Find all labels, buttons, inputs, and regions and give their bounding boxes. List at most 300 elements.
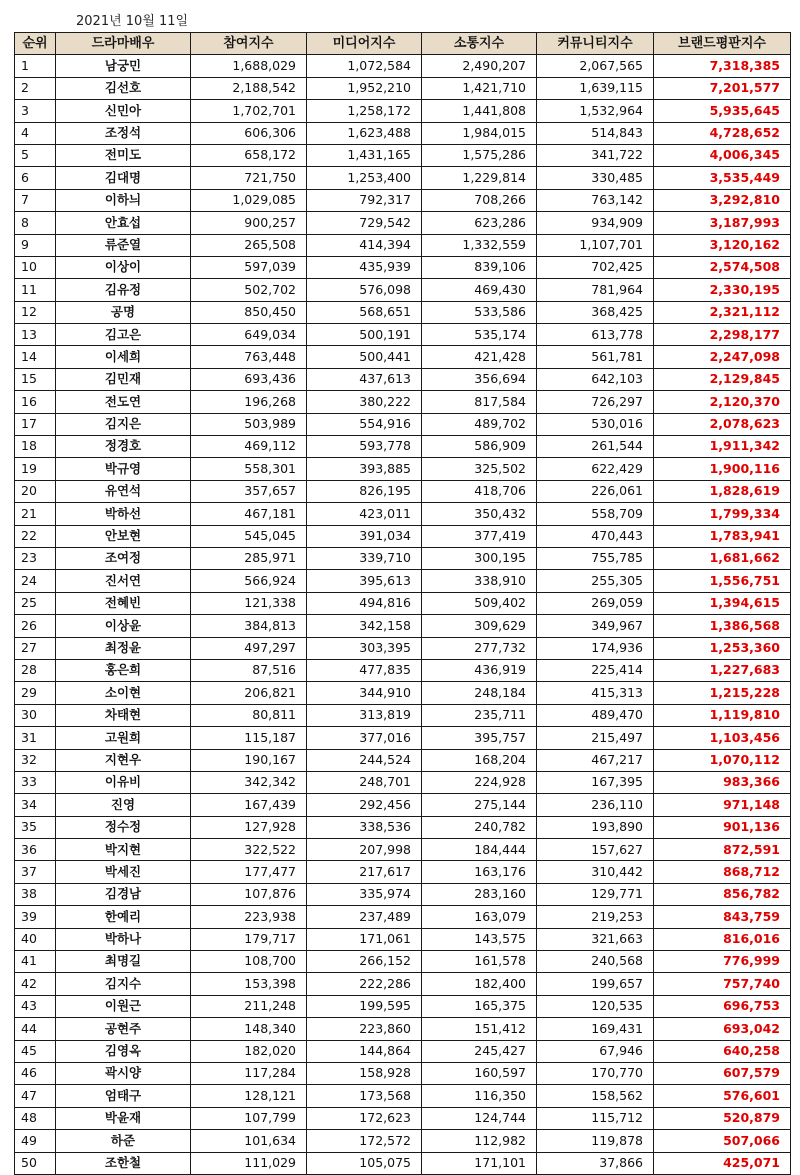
media-cell: 1,431,165	[307, 144, 422, 166]
table-row	[15, 256, 791, 278]
brand-index-cell: 872,591	[654, 839, 791, 861]
participation-cell: 497,297	[191, 637, 307, 659]
media-cell: 554,916	[307, 413, 422, 435]
community-cell: 310,442	[537, 861, 654, 883]
brand-index-cell: 2,078,623	[654, 413, 791, 435]
actor-name: 최정윤	[56, 637, 191, 659]
actor-name: 차태현	[56, 704, 191, 726]
rank-cell: 15	[15, 368, 56, 390]
media-cell: 1,952,210	[307, 77, 422, 99]
actor-name: 남궁민	[56, 55, 191, 77]
rank-cell: 9	[15, 234, 56, 256]
actor-name: 정수정	[56, 816, 191, 838]
actor-name: 안보현	[56, 525, 191, 547]
table-row	[15, 100, 791, 122]
media-cell: 338,536	[307, 816, 422, 838]
community-cell: 174,936	[537, 637, 654, 659]
rank-cell: 26	[15, 615, 56, 637]
table-row	[15, 951, 791, 973]
rank-cell: 8	[15, 212, 56, 234]
actor-name: 공명	[56, 301, 191, 323]
actor-name: 소이현	[56, 682, 191, 704]
community-cell: 755,785	[537, 547, 654, 569]
brand-index-cell: 1,799,334	[654, 503, 791, 525]
communication-cell: 124,744	[422, 1107, 537, 1129]
participation-cell: 1,702,701	[191, 100, 307, 122]
media-cell: 144,864	[307, 1040, 422, 1062]
rank-cell: 12	[15, 301, 56, 323]
rank-cell: 1	[15, 55, 56, 77]
communication-cell: 151,412	[422, 1018, 537, 1040]
participation-cell: 265,508	[191, 234, 307, 256]
actor-name: 공현주	[56, 1018, 191, 1040]
participation-cell: 342,342	[191, 771, 307, 793]
table-row	[15, 122, 791, 144]
community-cell: 341,722	[537, 144, 654, 166]
header-participation: 참여지수	[191, 33, 307, 55]
rank-cell: 28	[15, 659, 56, 681]
brand-index-cell: 4,006,345	[654, 144, 791, 166]
rank-cell: 37	[15, 861, 56, 883]
communication-cell: 300,195	[422, 547, 537, 569]
rank-cell: 49	[15, 1130, 56, 1152]
ranking-table	[14, 32, 791, 1175]
participation-cell: 1,029,085	[191, 189, 307, 211]
communication-cell: 245,427	[422, 1040, 537, 1062]
media-cell: 105,075	[307, 1152, 422, 1174]
community-cell: 226,061	[537, 480, 654, 502]
media-cell: 500,441	[307, 346, 422, 368]
table-row	[15, 234, 791, 256]
rank-cell: 34	[15, 794, 56, 816]
community-cell: 1,639,115	[537, 77, 654, 99]
brand-index-cell: 1,070,112	[654, 749, 791, 771]
participation-cell: 763,448	[191, 346, 307, 368]
media-cell: 826,195	[307, 480, 422, 502]
communication-cell: 1,575,286	[422, 144, 537, 166]
communication-cell: 235,711	[422, 704, 537, 726]
table-row	[15, 1130, 791, 1152]
communication-cell: 356,694	[422, 368, 537, 390]
participation-cell: 658,172	[191, 144, 307, 166]
participation-cell: 167,439	[191, 794, 307, 816]
communication-cell: 248,184	[422, 682, 537, 704]
table-row	[15, 659, 791, 681]
media-cell: 172,623	[307, 1107, 422, 1129]
media-cell: 500,191	[307, 324, 422, 346]
community-cell: 120,535	[537, 995, 654, 1017]
media-cell: 568,651	[307, 301, 422, 323]
table-row	[15, 1018, 791, 1040]
community-cell: 236,110	[537, 794, 654, 816]
actor-name: 하준	[56, 1130, 191, 1152]
brand-index-cell: 3,187,993	[654, 212, 791, 234]
community-cell: 119,878	[537, 1130, 654, 1152]
community-cell: 530,016	[537, 413, 654, 435]
actor-name: 전혜빈	[56, 592, 191, 614]
table-row	[15, 1085, 791, 1107]
communication-cell: 1,984,015	[422, 122, 537, 144]
actor-name: 정경호	[56, 436, 191, 458]
communication-cell: 143,575	[422, 928, 537, 950]
actor-name: 김민재	[56, 368, 191, 390]
brand-index-cell: 843,759	[654, 906, 791, 928]
table-row	[15, 503, 791, 525]
media-cell: 222,286	[307, 973, 422, 995]
rank-cell: 6	[15, 167, 56, 189]
actor-name: 이상이	[56, 256, 191, 278]
communication-cell: 325,502	[422, 458, 537, 480]
communication-cell: 535,174	[422, 324, 537, 346]
brand-index-cell: 983,366	[654, 771, 791, 793]
brand-index-cell: 3,535,449	[654, 167, 791, 189]
media-cell: 1,072,584	[307, 55, 422, 77]
rank-cell: 41	[15, 951, 56, 973]
rank-cell: 17	[15, 413, 56, 435]
brand-index-cell: 7,201,577	[654, 77, 791, 99]
community-cell: 934,909	[537, 212, 654, 234]
communication-cell: 623,286	[422, 212, 537, 234]
participation-cell: 211,248	[191, 995, 307, 1017]
communication-cell: 283,160	[422, 883, 537, 905]
communication-cell: 395,757	[422, 727, 537, 749]
brand-index-cell: 2,330,195	[654, 279, 791, 301]
community-cell: 158,562	[537, 1085, 654, 1107]
community-cell: 763,142	[537, 189, 654, 211]
date-label: 2021년 10월 11일	[76, 14, 189, 29]
participation-cell: 196,268	[191, 391, 307, 413]
actor-name: 이원근	[56, 995, 191, 1017]
participation-cell: 107,799	[191, 1107, 307, 1129]
actor-name: 이하늬	[56, 189, 191, 211]
rank-cell: 27	[15, 637, 56, 659]
communication-cell: 469,430	[422, 279, 537, 301]
communication-cell: 421,428	[422, 346, 537, 368]
actor-name: 홍은희	[56, 659, 191, 681]
participation-cell: 322,522	[191, 839, 307, 861]
actor-name: 전미도	[56, 144, 191, 166]
brand-index-cell: 1,386,568	[654, 615, 791, 637]
rank-cell: 44	[15, 1018, 56, 1040]
participation-cell: 606,306	[191, 122, 307, 144]
participation-cell: 1,688,029	[191, 55, 307, 77]
communication-cell: 2,490,207	[422, 55, 537, 77]
brand-index-cell: 4,728,652	[654, 122, 791, 144]
media-cell: 223,860	[307, 1018, 422, 1040]
community-cell: 415,313	[537, 682, 654, 704]
communication-cell: 377,419	[422, 525, 537, 547]
table-row	[15, 749, 791, 771]
communication-cell: 160,597	[422, 1062, 537, 1084]
media-cell: 395,613	[307, 570, 422, 592]
community-cell: 467,217	[537, 749, 654, 771]
communication-cell: 1,332,559	[422, 234, 537, 256]
table-row	[15, 212, 791, 234]
participation-cell: 384,813	[191, 615, 307, 637]
media-cell: 1,258,172	[307, 100, 422, 122]
media-cell: 1,623,488	[307, 122, 422, 144]
communication-cell: 1,441,808	[422, 100, 537, 122]
actor-name: 곽시양	[56, 1062, 191, 1084]
media-cell: 423,011	[307, 503, 422, 525]
community-cell: 167,395	[537, 771, 654, 793]
community-cell: 1,532,964	[537, 100, 654, 122]
rank-cell: 48	[15, 1107, 56, 1129]
media-cell: 217,617	[307, 861, 422, 883]
brand-index-cell: 7,318,385	[654, 55, 791, 77]
brand-index-cell: 816,016	[654, 928, 791, 950]
community-cell: 489,470	[537, 704, 654, 726]
participation-cell: 469,112	[191, 436, 307, 458]
brand-index-cell: 1,394,615	[654, 592, 791, 614]
media-cell: 435,939	[307, 256, 422, 278]
community-cell: 37,866	[537, 1152, 654, 1174]
community-cell: 613,778	[537, 324, 654, 346]
communication-cell: 116,350	[422, 1085, 537, 1107]
media-cell: 266,152	[307, 951, 422, 973]
media-cell: 792,317	[307, 189, 422, 211]
actor-name: 박하선	[56, 503, 191, 525]
actor-name: 한예리	[56, 906, 191, 928]
community-cell: 193,890	[537, 816, 654, 838]
table-row	[15, 458, 791, 480]
rank-cell: 38	[15, 883, 56, 905]
community-cell: 157,627	[537, 839, 654, 861]
actor-name: 류준열	[56, 234, 191, 256]
table-row	[15, 883, 791, 905]
brand-index-cell: 520,879	[654, 1107, 791, 1129]
table-row	[15, 346, 791, 368]
participation-cell: 502,702	[191, 279, 307, 301]
media-cell: 158,928	[307, 1062, 422, 1084]
community-cell: 2,067,565	[537, 55, 654, 77]
communication-cell: 163,176	[422, 861, 537, 883]
actor-name: 이세희	[56, 346, 191, 368]
participation-cell: 597,039	[191, 256, 307, 278]
communication-cell: 509,402	[422, 592, 537, 614]
media-cell: 576,098	[307, 279, 422, 301]
header-brand-index: 브랜드평판지수	[654, 33, 791, 55]
media-cell: 313,819	[307, 704, 422, 726]
participation-cell: 179,717	[191, 928, 307, 950]
rank-cell: 7	[15, 189, 56, 211]
brand-index-cell: 1,681,662	[654, 547, 791, 569]
community-cell: 255,305	[537, 570, 654, 592]
rank-cell: 31	[15, 727, 56, 749]
table-row	[15, 861, 791, 883]
table-row	[15, 906, 791, 928]
actor-name: 김유정	[56, 279, 191, 301]
media-cell: 477,835	[307, 659, 422, 681]
rank-cell: 40	[15, 928, 56, 950]
community-cell: 115,712	[537, 1107, 654, 1129]
table-row	[15, 1152, 791, 1174]
brand-index-cell: 425,071	[654, 1152, 791, 1174]
table-row	[15, 1107, 791, 1129]
brand-index-cell: 2,247,098	[654, 346, 791, 368]
rank-cell: 4	[15, 122, 56, 144]
brand-index-cell: 1,828,619	[654, 480, 791, 502]
table-row	[15, 279, 791, 301]
actor-name: 박지현	[56, 839, 191, 861]
rank-cell: 24	[15, 570, 56, 592]
brand-index-cell: 868,712	[654, 861, 791, 883]
actor-name: 지현우	[56, 749, 191, 771]
table-row	[15, 570, 791, 592]
participation-cell: 2,188,542	[191, 77, 307, 99]
media-cell: 335,974	[307, 883, 422, 905]
header-rank: 순위	[15, 33, 56, 55]
community-cell: 321,663	[537, 928, 654, 950]
actor-name: 박하나	[56, 928, 191, 950]
table-row	[15, 816, 791, 838]
participation-cell: 206,821	[191, 682, 307, 704]
participation-cell: 223,938	[191, 906, 307, 928]
communication-cell: 171,101	[422, 1152, 537, 1174]
communication-cell: 161,578	[422, 951, 537, 973]
participation-cell: 108,700	[191, 951, 307, 973]
rank-cell: 16	[15, 391, 56, 413]
participation-cell: 80,811	[191, 704, 307, 726]
actor-name: 김경남	[56, 883, 191, 905]
actor-name: 안효섭	[56, 212, 191, 234]
rank-cell: 47	[15, 1085, 56, 1107]
media-cell: 199,595	[307, 995, 422, 1017]
participation-cell: 111,029	[191, 1152, 307, 1174]
table-row	[15, 592, 791, 614]
community-cell: 199,657	[537, 973, 654, 995]
brand-index-cell: 1,119,810	[654, 704, 791, 726]
actor-name: 조여정	[56, 547, 191, 569]
media-cell: 377,016	[307, 727, 422, 749]
actor-name: 김지은	[56, 413, 191, 435]
participation-cell: 177,477	[191, 861, 307, 883]
media-cell: 380,222	[307, 391, 422, 413]
brand-index-cell: 5,935,645	[654, 100, 791, 122]
brand-index-cell: 1,900,116	[654, 458, 791, 480]
participation-cell: 101,634	[191, 1130, 307, 1152]
actor-name: 김지수	[56, 973, 191, 995]
table-row	[15, 727, 791, 749]
media-cell: 414,394	[307, 234, 422, 256]
table-row	[15, 704, 791, 726]
table-row	[15, 771, 791, 793]
community-cell: 330,485	[537, 167, 654, 189]
actor-name: 박세진	[56, 861, 191, 883]
brand-index-cell: 2,574,508	[654, 256, 791, 278]
rank-cell: 21	[15, 503, 56, 525]
brand-index-cell: 2,298,177	[654, 324, 791, 346]
community-cell: 368,425	[537, 301, 654, 323]
rank-cell: 10	[15, 256, 56, 278]
brand-index-cell: 2,129,845	[654, 368, 791, 390]
brand-index-cell: 1,215,228	[654, 682, 791, 704]
communication-cell: 1,229,814	[422, 167, 537, 189]
community-cell: 349,967	[537, 615, 654, 637]
actor-name: 전도연	[56, 391, 191, 413]
brand-index-cell: 2,321,112	[654, 301, 791, 323]
participation-cell: 566,924	[191, 570, 307, 592]
rank-cell: 46	[15, 1062, 56, 1084]
media-cell: 344,910	[307, 682, 422, 704]
media-cell: 292,456	[307, 794, 422, 816]
table-row	[15, 973, 791, 995]
participation-cell: 503,989	[191, 413, 307, 435]
rank-cell: 50	[15, 1152, 56, 1174]
participation-cell: 649,034	[191, 324, 307, 346]
brand-index-cell: 507,066	[654, 1130, 791, 1152]
brand-index-cell: 576,601	[654, 1085, 791, 1107]
participation-cell: 115,187	[191, 727, 307, 749]
brand-index-cell: 640,258	[654, 1040, 791, 1062]
table-row	[15, 77, 791, 99]
rank-cell: 5	[15, 144, 56, 166]
rank-cell: 25	[15, 592, 56, 614]
header-row	[15, 33, 791, 55]
rank-cell: 11	[15, 279, 56, 301]
participation-cell: 87,516	[191, 659, 307, 681]
communication-cell: 112,982	[422, 1130, 537, 1152]
community-cell: 726,297	[537, 391, 654, 413]
table-row	[15, 637, 791, 659]
media-cell: 207,998	[307, 839, 422, 861]
community-cell: 1,107,701	[537, 234, 654, 256]
brand-index-cell: 1,911,342	[654, 436, 791, 458]
table-row	[15, 368, 791, 390]
rank-cell: 3	[15, 100, 56, 122]
table-row	[15, 480, 791, 502]
actor-name: 박윤재	[56, 1107, 191, 1129]
communication-cell: 839,106	[422, 256, 537, 278]
brand-index-cell: 1,783,941	[654, 525, 791, 547]
rank-cell: 14	[15, 346, 56, 368]
communication-cell: 338,910	[422, 570, 537, 592]
media-cell: 342,158	[307, 615, 422, 637]
participation-cell: 285,971	[191, 547, 307, 569]
rank-cell: 35	[15, 816, 56, 838]
table-row	[15, 995, 791, 1017]
participation-cell: 900,257	[191, 212, 307, 234]
community-cell: 169,431	[537, 1018, 654, 1040]
header-actor: 드라마배우	[56, 33, 191, 55]
rank-cell: 30	[15, 704, 56, 726]
community-cell: 561,781	[537, 346, 654, 368]
participation-cell: 558,301	[191, 458, 307, 480]
table-row	[15, 144, 791, 166]
actor-name: 조한철	[56, 1152, 191, 1174]
communication-cell: 182,400	[422, 973, 537, 995]
table-row	[15, 794, 791, 816]
header-community: 커뮤니티지수	[537, 33, 654, 55]
brand-index-cell: 776,999	[654, 951, 791, 973]
media-cell: 244,524	[307, 749, 422, 771]
header-media: 미디어지수	[307, 33, 422, 55]
table-row	[15, 1040, 791, 1062]
participation-cell: 545,045	[191, 525, 307, 547]
table-row	[15, 167, 791, 189]
table-row	[15, 1062, 791, 1084]
brand-index-cell: 1,227,683	[654, 659, 791, 681]
community-cell: 219,253	[537, 906, 654, 928]
actor-name: 고원희	[56, 727, 191, 749]
rank-cell: 19	[15, 458, 56, 480]
media-cell: 303,395	[307, 637, 422, 659]
actor-name: 김선호	[56, 77, 191, 99]
media-cell: 173,568	[307, 1085, 422, 1107]
rank-cell: 43	[15, 995, 56, 1017]
community-cell: 622,429	[537, 458, 654, 480]
media-cell: 437,613	[307, 368, 422, 390]
